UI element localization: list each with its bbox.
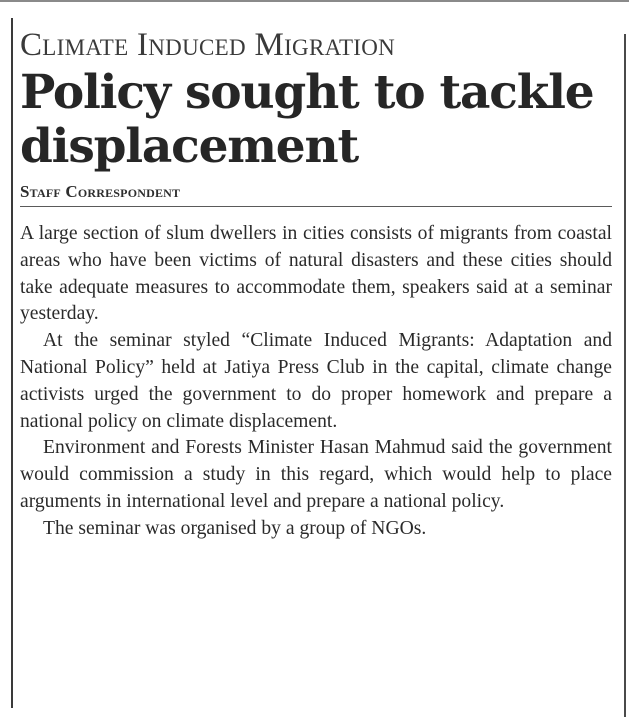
news-article [20, 26, 612, 543]
top-border-rule [0, 0, 629, 2]
right-column-rule [624, 34, 626, 717]
article-paragraph-4: The seminar was organised by a group of NGOs. [43, 517, 427, 539]
article-paragraph-1: A large section of slum dwellers in cities consists of migrants from coastal areas who have been victims of natural disasters and these cities should take adequate measures to accommodate them, speakers said at a seminar yesterday. [20, 223, 612, 325]
article-headline: Policy sought to tackle displacement [20, 65, 594, 174]
article-body [20, 221, 612, 543]
article-paragraph-3: Environment and Forests Minister Hasan Mahmud said the government would commission a study in this regard, which would help to place arguments in international level and prepare a national policy. [20, 437, 612, 512]
article-paragraph-2: At the seminar styled “Climate Induced Migrants: Adaptation and National Policy” held at Jatiya Press Club in the capital, climate change activists urged the government to do proper homework and prepare a national policy on climate displacement. [20, 330, 612, 432]
article-byline: Staff Correspondent [20, 182, 612, 207]
left-column-rule [11, 18, 13, 708]
article-kicker: Climate Induced Migration [20, 27, 396, 63]
